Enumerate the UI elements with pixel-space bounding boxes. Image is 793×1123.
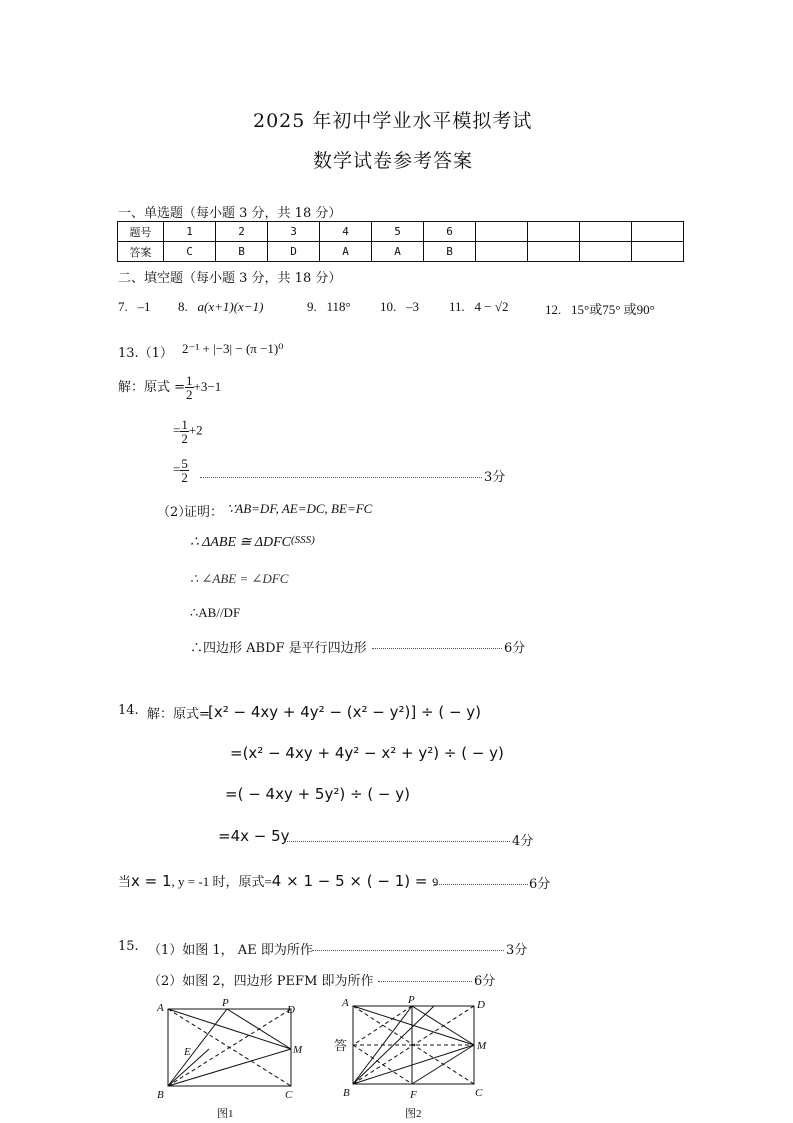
q14-line1: [x² − 4xy + 4y² − (x² − y²)] ÷ ( − y) [208, 703, 482, 721]
item-number: 12. [545, 302, 562, 317]
label-b: B [343, 1087, 350, 1099]
segment-fm [412, 1045, 474, 1084]
segment-pm [412, 1006, 474, 1045]
item-number: 10. [380, 299, 397, 314]
expr-rest: +2 [188, 422, 203, 438]
table-cell: D [268, 242, 320, 262]
denominator: 2 [181, 470, 188, 485]
table-cell [528, 222, 580, 242]
proof-step4: ∴四边形 ABDF 是平行四边形 [190, 641, 367, 656]
solution-label: 解：原式= [147, 707, 210, 722]
fraction [180, 457, 189, 484]
fill-item-9 [307, 299, 351, 315]
table-cell [476, 242, 528, 262]
item-number: 8. [178, 299, 188, 314]
figure-caption: 图2 [405, 1108, 422, 1120]
score: 6分 [529, 877, 551, 892]
label-b: B [157, 1089, 164, 1101]
score: 6分 [474, 974, 496, 989]
q14-label: 14. [118, 703, 139, 718]
table-row [118, 242, 684, 262]
score: 4分 [512, 834, 534, 849]
q15-label: 15. [118, 939, 139, 954]
fill-item-10 [380, 299, 419, 315]
numerator: 1 [186, 373, 193, 388]
section1-heading: 一、单选题（每小题 3 分，共 18 分） [118, 206, 342, 221]
item-number: 11. [449, 299, 465, 314]
expr-rest: +3−1 [193, 379, 222, 394]
fill-item-11 [449, 299, 509, 315]
table-cell: 5 [372, 222, 424, 242]
row-label: 答案 [118, 242, 164, 262]
score: 6分 [504, 641, 526, 656]
item-number: 7. [118, 299, 128, 314]
dot-leader [372, 648, 502, 649]
label-f: F [410, 1089, 417, 1101]
label-c: C [285, 1089, 293, 1101]
label-p: P [222, 997, 229, 1009]
section2-heading: 二、填空题（每小题 3 分，共 18 分） [118, 271, 342, 286]
dot-leader [434, 884, 528, 885]
cond-when: 当 [118, 875, 132, 890]
fraction [180, 418, 189, 445]
item-answer: a(x+1)(x−1) [197, 299, 264, 314]
dot-leader [312, 950, 504, 951]
item-answer: 118° [326, 299, 351, 314]
label-c: C [475, 1087, 483, 1099]
label-a: A [342, 997, 349, 1009]
q14-line4: =4x − 5y [218, 827, 290, 845]
proof-step3: ∴AB//DF [190, 605, 241, 620]
dot-leader [378, 981, 472, 982]
cond-result: 9 [432, 875, 439, 889]
q13-line1 [118, 374, 221, 401]
fraction [185, 374, 194, 401]
item-answer: –1 [137, 299, 151, 314]
table-cell: 2 [216, 222, 268, 242]
table-cell [580, 242, 632, 262]
table-cell [632, 222, 684, 242]
label-a: A [157, 1002, 164, 1014]
q13-line2 [173, 418, 203, 445]
row-label: 题号 [118, 222, 164, 242]
score: 3分 [506, 943, 528, 958]
table-cell [528, 242, 580, 262]
denominator: 2 [181, 431, 188, 446]
table-cell [580, 222, 632, 242]
label-e: 答 [334, 1038, 348, 1053]
item-number: 9. [307, 299, 317, 314]
cond-calc: 4 × 1 − 5 × ( − 1) = [271, 872, 433, 890]
cond-x: x = 1 [131, 872, 172, 890]
table-row [118, 222, 684, 242]
table-cell [632, 242, 684, 262]
label-m: M [477, 1040, 487, 1052]
label-d: D [477, 999, 485, 1011]
label-d: D [287, 1004, 295, 1016]
q14-condition [118, 871, 438, 890]
equals: = [173, 461, 181, 477]
equals: = [173, 422, 181, 438]
segment-bp [168, 1009, 227, 1086]
numerator: 1 [181, 417, 188, 432]
q13-part2-label: （2） [157, 505, 192, 520]
q13-label: 13.（1） [118, 346, 173, 361]
item-answer: 15°或75° 或90° [571, 302, 655, 317]
q15-part2: （2）如图 2，四边形 PEFM 即为所作 [148, 974, 374, 989]
dot-leader [284, 841, 510, 842]
answer-table [117, 221, 684, 262]
solution-label: 解：原式 = [118, 380, 186, 395]
cond-y: , y = -1 时，原式= [171, 874, 272, 889]
fill-item-12 [545, 299, 655, 318]
table-cell: 3 [268, 222, 320, 242]
segment-am [168, 1009, 291, 1049]
q13-line3 [173, 457, 189, 484]
item-answer: 4 − √2 [474, 299, 509, 314]
congruence: ∴ ΔABE ≅ ΔDFC [190, 535, 291, 550]
figure-1 [150, 995, 310, 1123]
fill-item-8 [178, 299, 263, 315]
table-cell: A [372, 242, 424, 262]
page-title: 2025 年初中学业水平模拟考试 [253, 110, 533, 132]
table-cell: 6 [424, 222, 476, 242]
proof-intro: 证明： [184, 505, 224, 520]
figure-2 [330, 992, 500, 1123]
label-m: M [293, 1044, 303, 1056]
table-cell: A [320, 242, 372, 262]
dot-leader [200, 477, 482, 478]
q14-line2: =(x² − 4xy + 4y² − x² + y²) ÷ ( − y) [230, 744, 504, 762]
proof-step2: ∴ ∠ABE = ∠DFC [190, 571, 289, 586]
table-cell: 1 [164, 222, 216, 242]
table-cell: B [424, 242, 476, 262]
numerator: 5 [181, 456, 188, 471]
q13-expression: 2⁻¹ + |−3| − (π −1)⁰ [182, 341, 284, 356]
segment-bm [353, 1045, 474, 1084]
label-e: E [184, 1046, 191, 1058]
table-cell: B [216, 242, 268, 262]
q15-part1: （1）如图 1， AE 即为所作 [148, 943, 313, 958]
congruence-reason: (SSS) [290, 534, 315, 546]
table-cell: 4 [320, 222, 372, 242]
fill-item-7 [118, 299, 151, 315]
table-cell: C [164, 242, 216, 262]
table-cell [476, 222, 528, 242]
label-p: P [408, 994, 415, 1006]
proof-given: ∵AB=DF, AE=DC, BE=FC [227, 501, 373, 516]
item-answer: –3 [406, 299, 419, 314]
denominator: 2 [186, 387, 193, 402]
score: 3分 [484, 470, 506, 485]
proof-step1 [190, 534, 315, 551]
q14-line3: =( − 4xy + 5y²) ÷ ( − y) [225, 785, 411, 803]
page-subtitle: 数学试卷参考答案 [313, 150, 474, 172]
figure-caption: 图1 [217, 1108, 234, 1120]
